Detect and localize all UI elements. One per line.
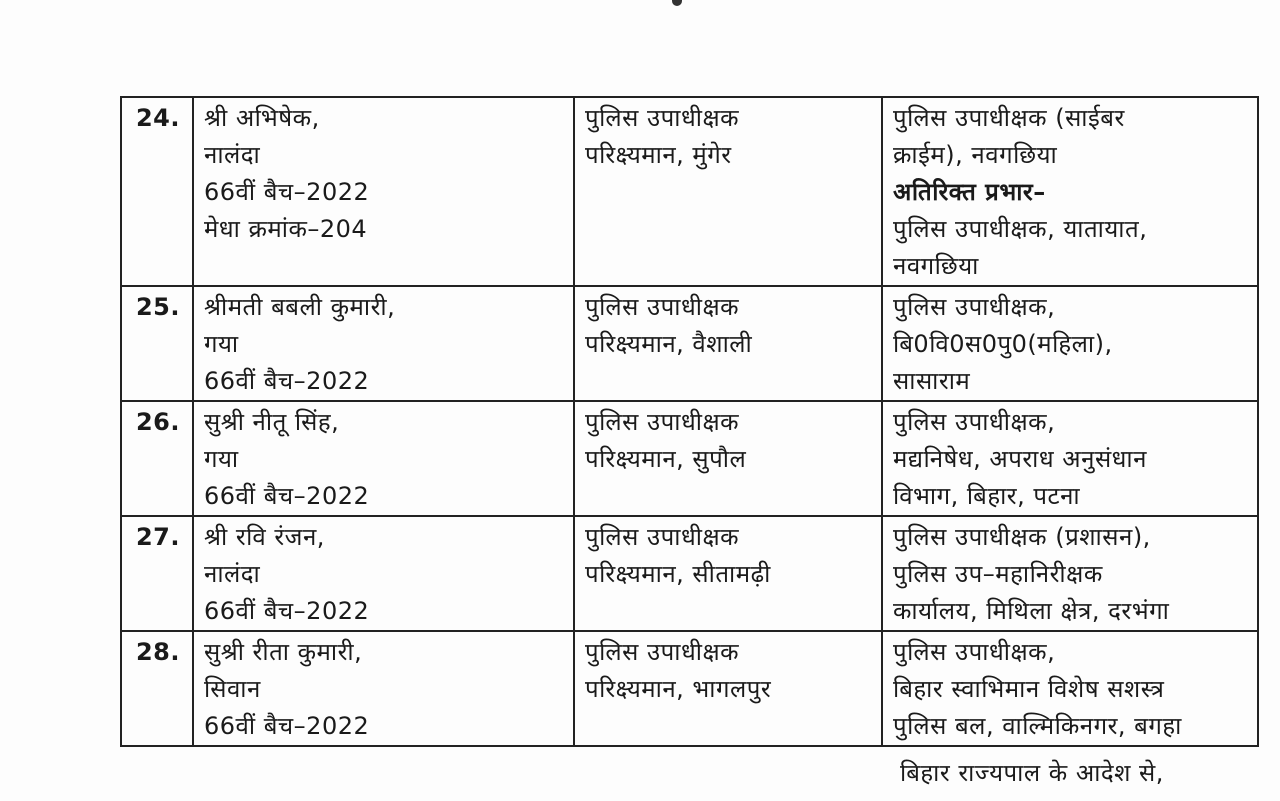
officer-district: गया (204, 330, 239, 358)
officer-batch: 66वीं बैच–2022 (204, 597, 370, 625)
serial-number: 28. (121, 631, 193, 746)
officer-batch: 66वीं बैच–2022 (204, 482, 370, 510)
current-posting-line: परिक्ष्यमान, भागलपुर (585, 675, 772, 703)
additional-charge-heading: अतिरिक्त प्रभार– (893, 178, 1046, 206)
new-posting-line: पुलिस उपाधीक्षक (साईबर (893, 104, 1125, 132)
new-posting (882, 97, 1258, 286)
page-top-mark (672, 0, 682, 6)
officer-name: श्रीमती बबली कुमारी, (204, 293, 396, 321)
serial-number: 26. (121, 401, 193, 516)
new-posting-line: पुलिस उपाधीक्षक, (893, 638, 1056, 666)
table-row (121, 97, 1258, 286)
posting-table (120, 96, 1259, 747)
serial-number: 27. (121, 516, 193, 631)
current-posting-line: परिक्ष्यमान, वैशाली (585, 330, 753, 358)
officer-merit-rank: मेधा क्रमांक–204 (204, 215, 368, 243)
officer-details (193, 631, 574, 746)
officer-district: नालंदा (204, 141, 261, 169)
new-posting-line: मद्यनिषेध, अपराध अनुसंधान (893, 445, 1147, 473)
officer-details (193, 401, 574, 516)
current-posting-line: परिक्ष्यमान, सीतामढ़ी (585, 560, 771, 588)
table-row (121, 286, 1258, 401)
officer-name: सुश्री नीतू सिंह, (204, 408, 340, 436)
new-posting-line: बिहार स्वाभिमान विशेष सशस्त्र (893, 675, 1165, 703)
new-posting (882, 401, 1258, 516)
serial-number: 24. (121, 97, 193, 286)
additional-charge-line: पुलिस उपाधीक्षक, यातायात, (893, 215, 1148, 243)
table-row (121, 516, 1258, 631)
officer-district: सिवान (204, 675, 261, 703)
new-posting-line: पुलिस उपाधीक्षक, (893, 293, 1056, 321)
current-posting-line: पुलिस उपाधीक्षक (585, 104, 740, 132)
officer-name: श्री रवि रंजन, (204, 523, 325, 551)
new-posting (882, 286, 1258, 401)
governor-order-footer: बिहार राज्यपाल के आदेश से, (900, 759, 1164, 787)
current-posting-line: पुलिस उपाधीक्षक (585, 638, 740, 666)
new-posting-line: क्राईम), नवगछिया (893, 141, 1058, 169)
new-posting-line: सासाराम (893, 367, 971, 395)
officer-district: नालंदा (204, 560, 261, 588)
current-posting-line: परिक्ष्यमान, सुपौल (585, 445, 747, 473)
officer-name: सुश्री रीता कुमारी, (204, 638, 363, 666)
current-posting (574, 286, 882, 401)
table-row (121, 401, 1258, 516)
new-posting-line: पुलिस उप–महानिरीक्षक (893, 560, 1103, 588)
table-row (121, 631, 1258, 746)
current-posting (574, 401, 882, 516)
current-posting (574, 97, 882, 286)
new-posting-line: बि0वि0स0पु0(महिला), (893, 330, 1113, 358)
current-posting-line: पुलिस उपाधीक्षक (585, 293, 740, 321)
officer-batch: 66वीं बैच–2022 (204, 367, 370, 395)
new-posting-line: पुलिस उपाधीक्षक (प्रशासन), (893, 523, 1151, 551)
new-posting (882, 631, 1258, 746)
current-posting-line: पुलिस उपाधीक्षक (585, 408, 740, 436)
officer-batch: 66वीं बैच–2022 (204, 712, 370, 740)
new-posting (882, 516, 1258, 631)
current-posting-line: पुलिस उपाधीक्षक (585, 523, 740, 551)
new-posting-line: कार्यालय, मिथिला क्षेत्र, दरभंगा (893, 597, 1170, 625)
serial-number: 25. (121, 286, 193, 401)
additional-charge-line: नवगछिया (893, 252, 979, 280)
officer-batch: 66वीं बैच–2022 (204, 178, 370, 206)
new-posting-line: पुलिस उपाधीक्षक, (893, 408, 1056, 436)
current-posting (574, 516, 882, 631)
new-posting-line: पुलिस बल, वाल्मिकिनगर, बगहा (893, 712, 1182, 740)
new-posting-line: विभाग, बिहार, पटना (893, 482, 1081, 510)
current-posting-line: परिक्ष्यमान, मुंगेर (585, 141, 732, 169)
officer-details (193, 516, 574, 631)
officer-district: गया (204, 445, 239, 473)
officer-details (193, 286, 574, 401)
current-posting (574, 631, 882, 746)
officer-name: श्री अभिषेक, (204, 104, 320, 132)
officer-details (193, 97, 574, 286)
